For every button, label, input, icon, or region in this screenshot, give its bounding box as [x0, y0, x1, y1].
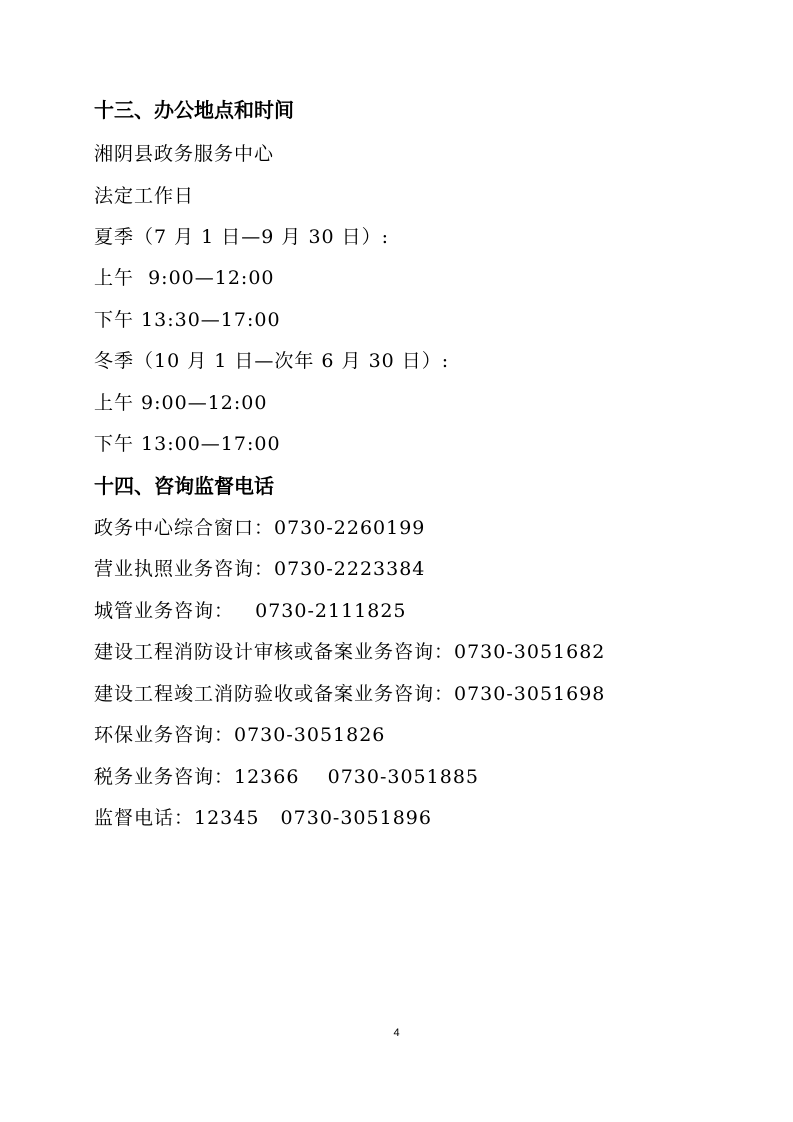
contact-line: 税务业务咨询：12366 0730-3051885 — [94, 766, 479, 788]
winter-morning-hours: 上午 9:00—12:00 — [94, 392, 268, 414]
section-13-heading: 十三、办公地点和时间 — [94, 98, 294, 122]
winter-afternoon-hours: 下午 13:00—17:00 — [94, 433, 281, 455]
summer-period-text: 夏季（7 月 1 日—9 月 30 日）: — [94, 226, 390, 248]
summer-morning-hours: 上午 9:00—12:00 — [94, 267, 275, 289]
contact-line: 城管业务咨询： 0730-2111825 — [94, 600, 407, 622]
page-number: 4 — [393, 1027, 400, 1039]
winter-period-text: 冬季（10 月 1 日—次年 6 月 30 日）: — [94, 350, 450, 372]
working-days-text: 法定工作日 — [94, 185, 195, 207]
contact-line: 营业执照业务咨询：0730-2223384 — [94, 558, 426, 580]
contact-line: 建设工程消防设计审核或备案业务咨询：0730-3051682 — [94, 641, 606, 663]
contact-line: 政务中心综合窗口：0730-2260199 — [94, 517, 426, 539]
section-14-heading: 十四、咨询监督电话 — [94, 474, 274, 498]
office-location-text: 湘阴县政务服务中心 — [94, 143, 275, 165]
summer-afternoon-hours: 下午 13:30—17:00 — [94, 309, 281, 331]
contact-line: 环保业务咨询：0730-3051826 — [94, 724, 386, 746]
contact-line: 建设工程竣工消防验收或备案业务咨询：0730-3051698 — [94, 683, 606, 705]
contact-line: 监督电话：12345 0730-3051896 — [94, 807, 432, 829]
